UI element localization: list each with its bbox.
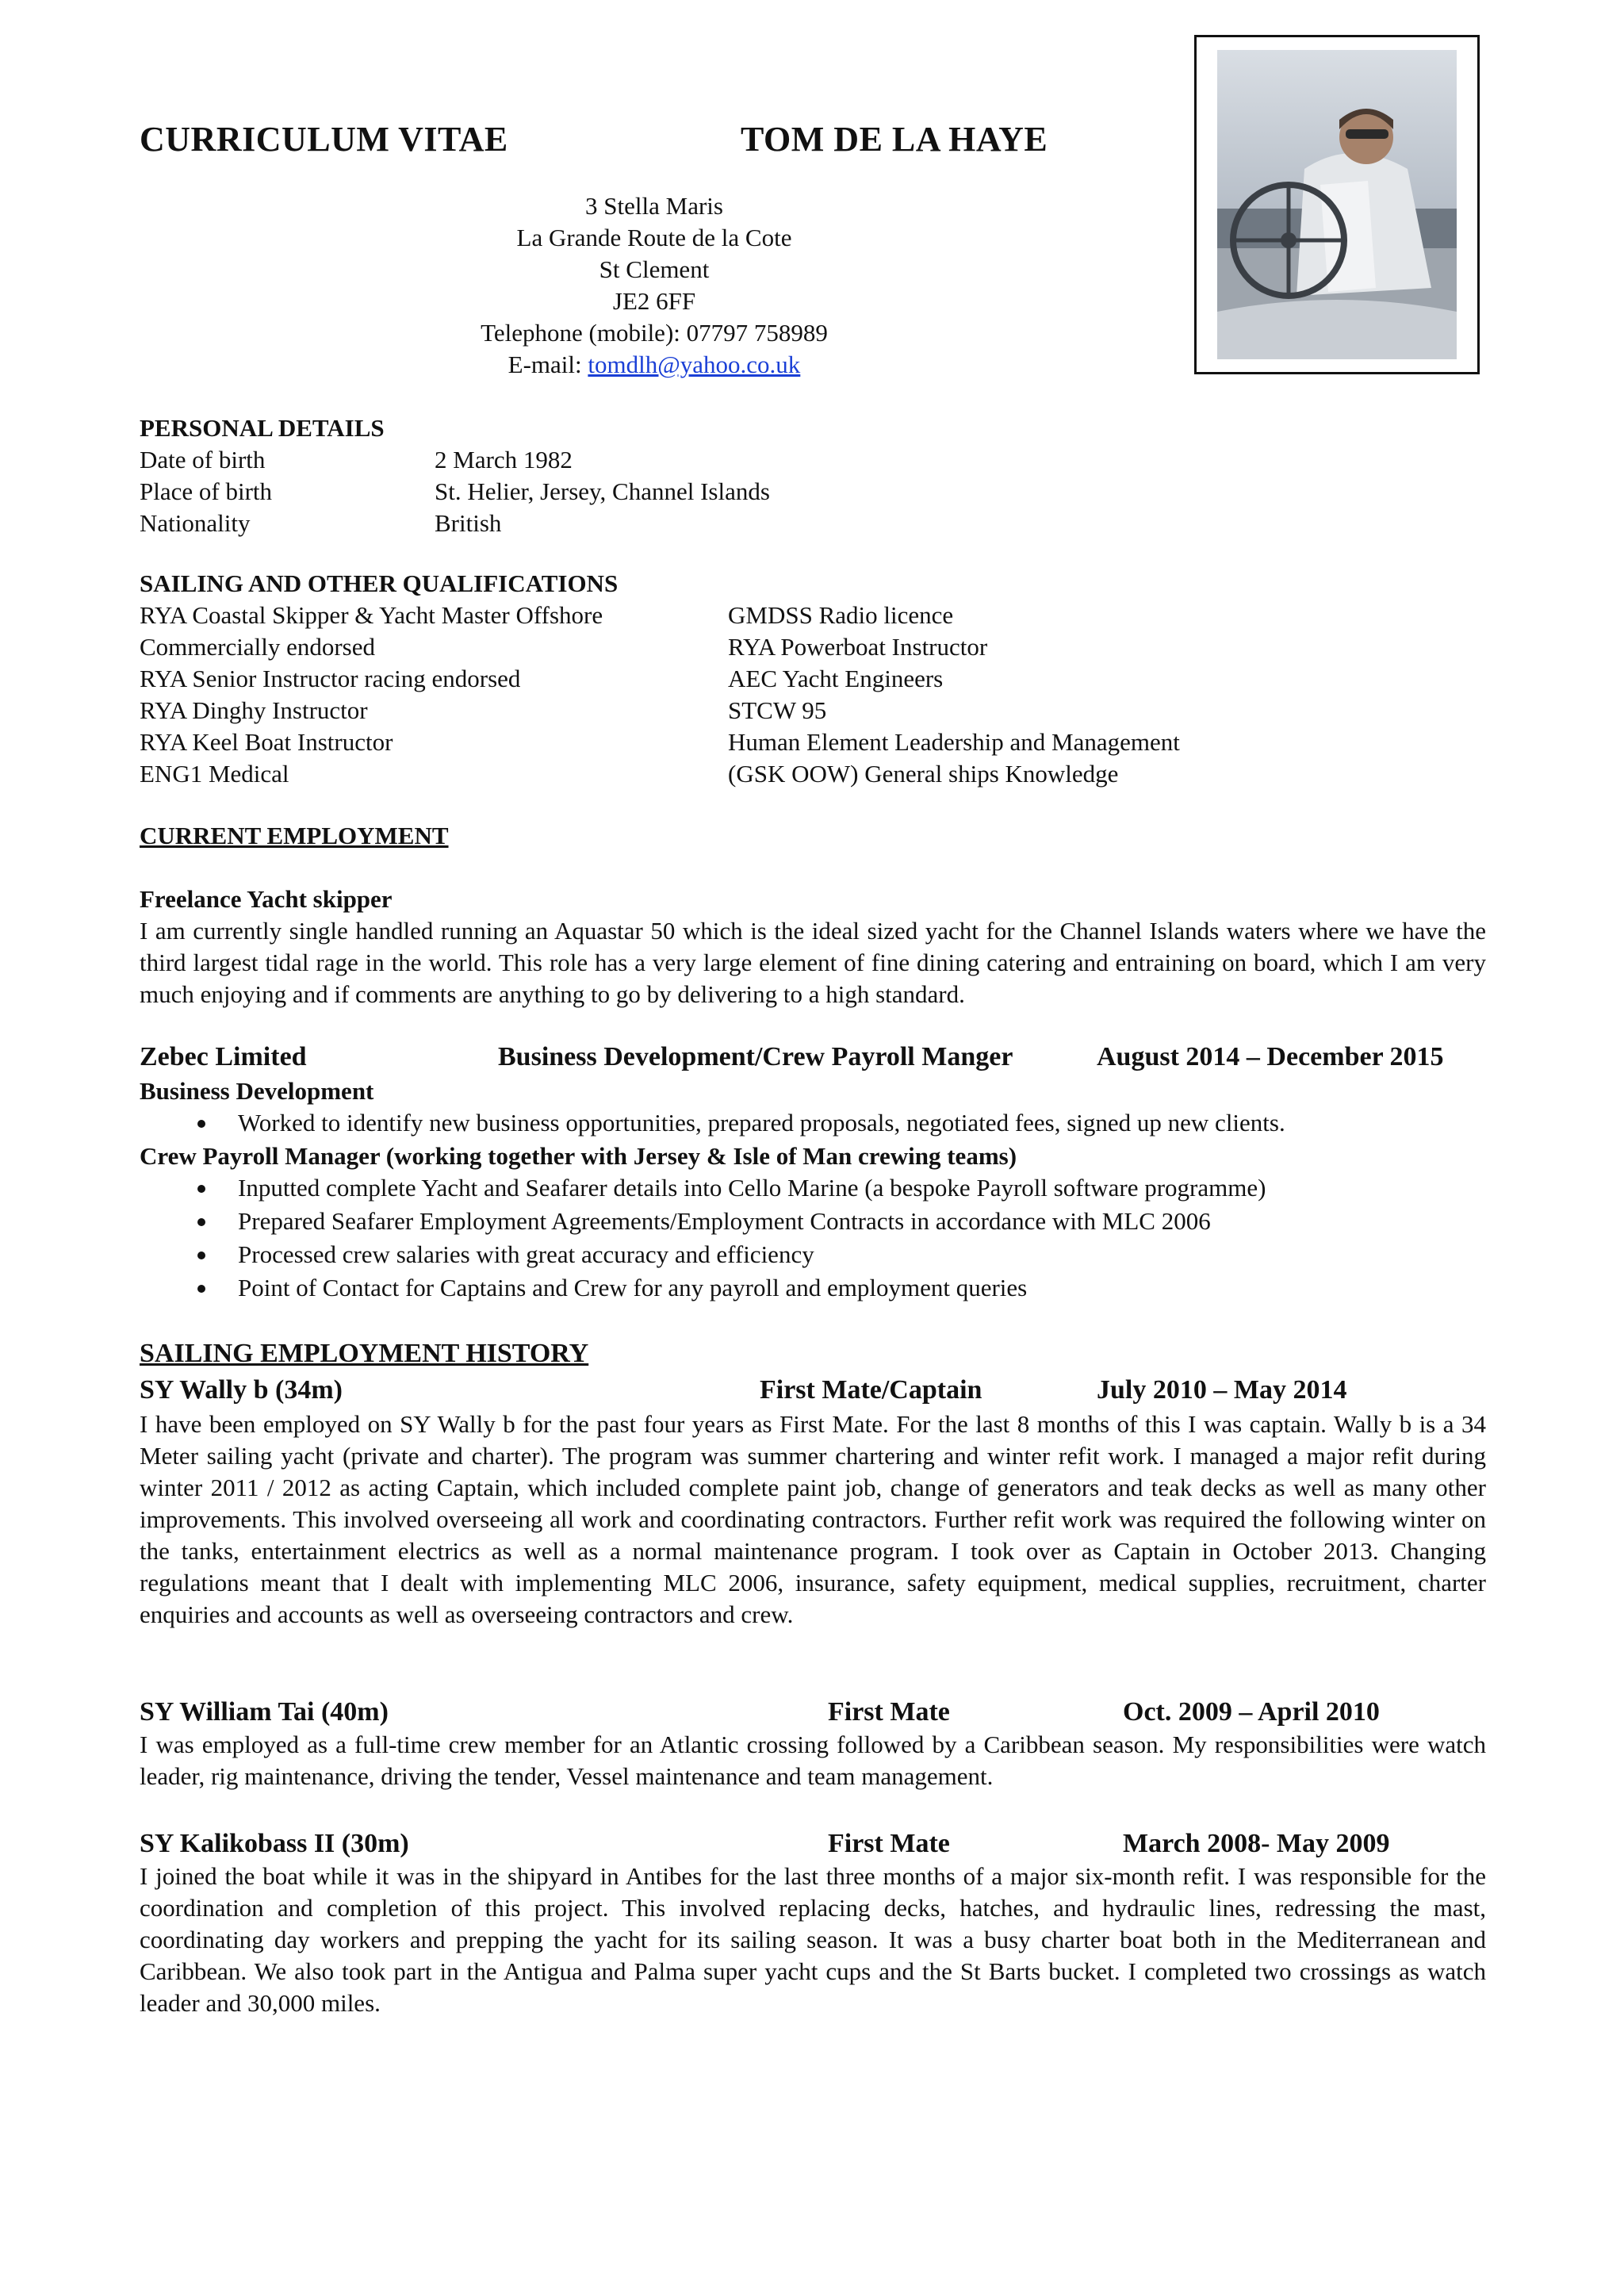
qualification-item: Human Element Leadership and Management: [728, 728, 1180, 756]
bullet-icon: [197, 1185, 205, 1193]
qualifications-heading: SAILING AND OTHER QUALIFICATIONS: [140, 569, 619, 597]
crew-payroll-list: [140, 1172, 1486, 1305]
current-employment-heading: CURRENT EMPLOYMENT: [140, 822, 449, 849]
email-link[interactable]: tomdlh@yahoo.co.uk: [588, 351, 801, 378]
zebec-dates: August 2014 – December 2015: [1097, 1042, 1444, 1071]
list-item: [140, 1107, 1486, 1140]
qualification-item: RYA Coastal Skipper & Yacht Master Offshore: [140, 601, 603, 629]
personal-row: [140, 476, 770, 508]
list-item-text: Processed crew salaries with great accuracy and efficiency: [238, 1240, 814, 1268]
job-dates: July 2010 – May 2014: [1097, 1375, 1347, 1405]
zebec-company: Zebec Limited: [140, 1042, 307, 1071]
personal-label: Date of birth: [140, 446, 266, 473]
qualification-item: ENG1 Medical: [140, 760, 289, 788]
personal-row: [140, 508, 502, 539]
list-item: [140, 1272, 1486, 1305]
cv-title: CURRICULUM VITAE: [140, 120, 508, 159]
qualification-item: RYA Keel Boat Instructor: [140, 728, 393, 756]
qualification-item: RYA Powerboat Instructor: [728, 633, 988, 661]
qualification-item: AEC Yacht Engineers: [728, 665, 944, 692]
list-item-text: Prepared Seafarer Employment Agreements/Employment Contracts in accordance with MLC 2006: [238, 1207, 1211, 1235]
job-role: First Mate: [828, 1697, 950, 1727]
job-description: I was employed as a full-time crew member for an Atlantic crossing followed by a Caribbean season. My responsibilities were watch leader, rig maintenance, driving the tender, Vessel maintenance and team management.: [140, 1731, 1486, 1790]
qualification-item: STCW 95: [728, 696, 827, 724]
list-item: [140, 1205, 1486, 1239]
job-dates: March 2008- May 2009: [1123, 1829, 1390, 1858]
qualification-item: Commercially endorsed: [140, 633, 375, 661]
personal-details-heading: PERSONAL DETAILS: [140, 414, 385, 442]
qualification-item: RYA Dinghy Instructor: [140, 696, 368, 724]
sailing-history-heading: [140, 1337, 588, 1370]
job-role: First Mate: [828, 1829, 950, 1858]
personal-value: St. Helier, Jersey, Channel Islands: [435, 477, 770, 505]
current-role: Freelance Yacht skipper: [140, 885, 393, 913]
job-role: First Mate/Captain: [760, 1375, 982, 1405]
business-development-heading: Business Development: [140, 1077, 374, 1105]
address-phone: Telephone (mobile): 07797 758989: [481, 319, 828, 347]
person-name: TOM DE LA HAYE: [741, 120, 1048, 159]
bullet-icon: [197, 1251, 205, 1259]
business-development-list: [140, 1107, 1486, 1140]
address-line-3: St Clement: [599, 255, 710, 283]
qualification-item: (GSK OOW) General ships Knowledge: [728, 760, 1119, 788]
qualifications-left-column: [140, 600, 726, 790]
address-line-2: La Grande Route de la Cote: [516, 224, 792, 251]
address-postcode: JE2 6FF: [612, 287, 696, 315]
bullet-icon: [197, 1120, 205, 1128]
qualification-item: GMDSS Radio licence: [728, 601, 954, 629]
sailing-history-heading-text: SAILING EMPLOYMENT HISTORY: [140, 1339, 589, 1368]
zebec-title: Business Development/Crew Payroll Manger: [498, 1042, 1013, 1071]
qualifications-right-column: [728, 600, 1442, 790]
list-item-text: Inputted complete Yacht and Seafarer details into Cello Marine (a bespoke Payroll software programme): [238, 1174, 1266, 1202]
job-vessel: SY Kalikobass II (30m): [140, 1829, 409, 1858]
bullet-icon: [197, 1285, 205, 1293]
job-description: I joined the boat while it was in the shipyard in Antibes for the last three months of a major six-month refit. I was responsible for the coordination and completion of this project. This involved replacing decks, hatches, and hydraulic lines, redressing the mast, coordinating day workers and prepping the yacht for its sailing season. It was a busy charter boat both in the Mediterranean and Caribbean. We also took part in the Antigua and Palma super yacht cups and the St Barts bucket. I completed two crossings as watch leader and 30,000 miles.: [140, 1862, 1486, 2017]
personal-label: Nationality: [140, 509, 251, 537]
personal-value: 2 March 1982: [435, 446, 573, 473]
personal-row: [140, 444, 573, 476]
address-block: [0, 190, 1308, 381]
bullet-icon: [197, 1218, 205, 1226]
list-item: [140, 1239, 1486, 1272]
email-label: E-mail:: [508, 351, 588, 378]
job-vessel: SY William Tai (40m): [140, 1697, 389, 1727]
list-item-text: Worked to identify new business opportunities, prepared proposals, negotiated fees, signed up new clients.: [238, 1109, 1285, 1137]
personal-value: British: [435, 509, 502, 537]
list-item-text: Point of Contact for Captains and Crew for any payroll and employment queries: [238, 1274, 1028, 1301]
crew-payroll-heading: Crew Payroll Manager (working together with Jersey & Isle of Man crewing teams): [140, 1142, 1017, 1170]
job-description: I have been employed on SY Wally b for the past four years as First Mate. For the last 8 months of this I was captain. Wally b is a 34 Meter sailing yacht (private and charter). The program was summer chartering and winter refit work. I managed a major refit during winter 2011 / 2012 as acting Captain, which included complete paint job, change of generators and teak decks as well as many other improvements. This involved overseeing all work and coordinating contractors. Further refit work was required the following winter on the tanks, entertainment electrics as well as a normal maintenance program. I took over as Captain in October 2013. Changing regulations meant that I dealt with implementing MLC 2006, insurance, safety equipment, medical supplies, recruitment, charter enquiries and accounts as well as overseeing contractors and crew.: [140, 1410, 1486, 1628]
job-vessel: SY Wally b (34m): [140, 1375, 343, 1405]
personal-label: Place of birth: [140, 477, 273, 505]
list-item: [140, 1172, 1486, 1205]
address-line-1: 3 Stella Maris: [585, 192, 723, 220]
current-description: I am currently single handled running an Aquastar 50 which is the ideal sized yacht for the Channel Islands waters where we have the third largest tidal rage in the world. This role has a very large element of fine dining catering and entraining on board, which I am very much enjoying and if comments are anything to go by delivering to a high standard.: [140, 917, 1486, 1008]
qualification-item: RYA Senior Instructor racing endorsed: [140, 665, 521, 692]
job-dates: Oct. 2009 – April 2010: [1123, 1697, 1380, 1727]
address-email-row: [0, 349, 1308, 381]
